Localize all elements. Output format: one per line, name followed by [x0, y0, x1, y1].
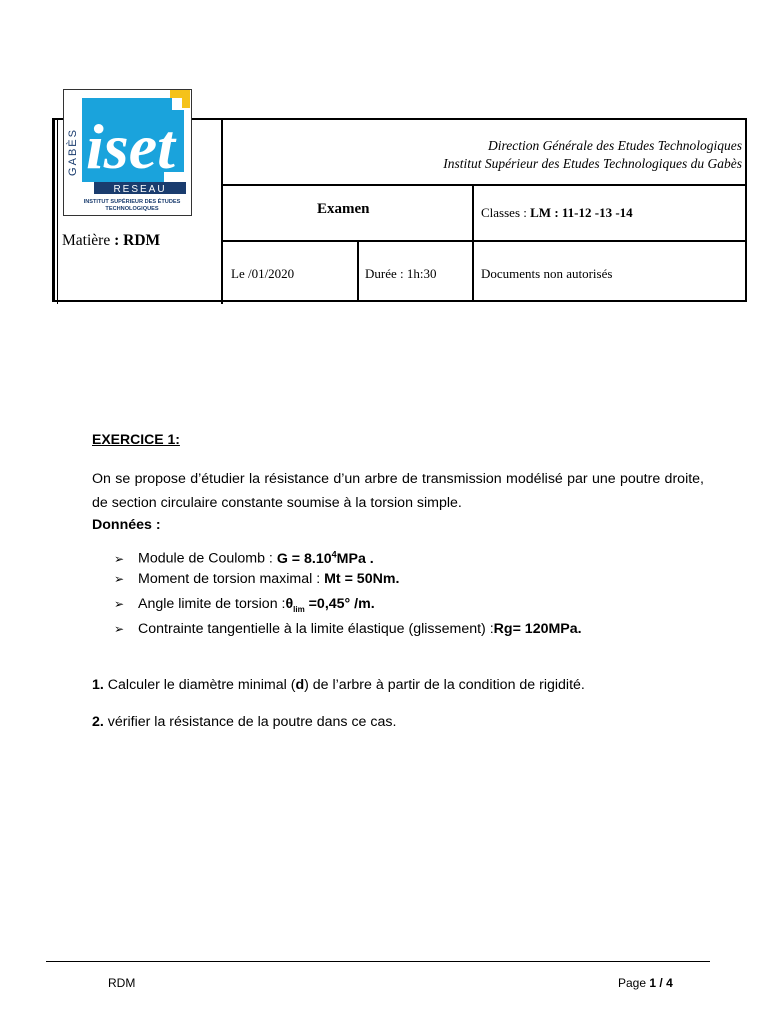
classes-value: LM : 11-12 -13 -14 [530, 205, 633, 220]
donnees-label: Données : [92, 517, 161, 533]
footer-divider [46, 961, 710, 962]
list-item: ➢ Contrainte tangentielle à la limite élastique (glissement) :Rg= 120MPa. [114, 617, 582, 642]
svg-text:TECHNOLOGIQUES: TECHNOLOGIQUES [105, 206, 159, 212]
question-1: 1. Calculer le diamètre minimal (d) de l’arbre à partir de la condition de rigidité. [92, 677, 585, 693]
exam-duration: Durée : 1h:30 [365, 266, 437, 281]
list-item: ➢ Module de Coulomb : $G = 8.10^4MPa$ . [114, 542, 582, 567]
svg-text:RESEAU: RESEAU [113, 184, 167, 195]
arrow-bullet-icon: ➢ [114, 551, 125, 566]
page-number: Page 1 / 4 [618, 976, 673, 990]
svg-text:INSTITUT SUPÉRIEUR DES ÉTUDES: INSTITUT SUPÉRIEUR DES ÉTUDES [83, 199, 181, 205]
header-row-divider-1 [223, 184, 746, 186]
list-item: ➢ Moment de torsion maximal : Mt = 50Nm. [114, 567, 582, 592]
header-col-divider-1 [472, 184, 474, 302]
classes-label: Classes : [481, 205, 531, 220]
matiere-field [62, 232, 160, 250]
svg-text:GABÈS: GABÈS [67, 128, 79, 176]
svg-text:iset: iset [86, 111, 175, 182]
matiere-value: RDM [123, 232, 161, 249]
header-row-divider-2 [223, 240, 746, 242]
matiere-label: Matière [62, 232, 111, 249]
donnees-list [114, 542, 582, 642]
arrow-bullet-icon: ➢ [114, 572, 125, 586]
direction-line-2: Institut Supérieur des Etudes Technologiques du Gabès [443, 156, 742, 171]
exercise-intro: On se propose d’étudier la résistance d’un arbre de transmission modélisé par une poutre droite, de section circulaire constante soumise à la torsion simple. [92, 471, 704, 511]
exercise-title: EXERCICE 1: [92, 431, 180, 447]
iset-logo [63, 89, 192, 216]
exam-date: Le /01/2020 [231, 266, 295, 281]
classes-field [481, 205, 633, 221]
footer-subject: RDM [108, 976, 136, 990]
arrow-bullet-icon: ➢ [114, 597, 125, 611]
direction-line-1: Direction Générale des Etudes Technologiques [488, 138, 742, 153]
exam-title: Examen [317, 201, 370, 217]
header-col-divider-2 [357, 240, 359, 302]
matiere-separator: : [110, 232, 124, 249]
direction-header [443, 137, 742, 173]
iset-logo-graphic [64, 90, 191, 215]
arrow-bullet-icon: ➢ [114, 622, 125, 636]
list-item: ➢ Angle limite de torsion $:\theta_{lim} =0,45^\circ$ /m. [114, 592, 582, 617]
documents-policy: Documents non autorisés [481, 266, 613, 281]
question-2: 2. vérifier la résistance de la poutre dans ce cas. [92, 714, 397, 730]
